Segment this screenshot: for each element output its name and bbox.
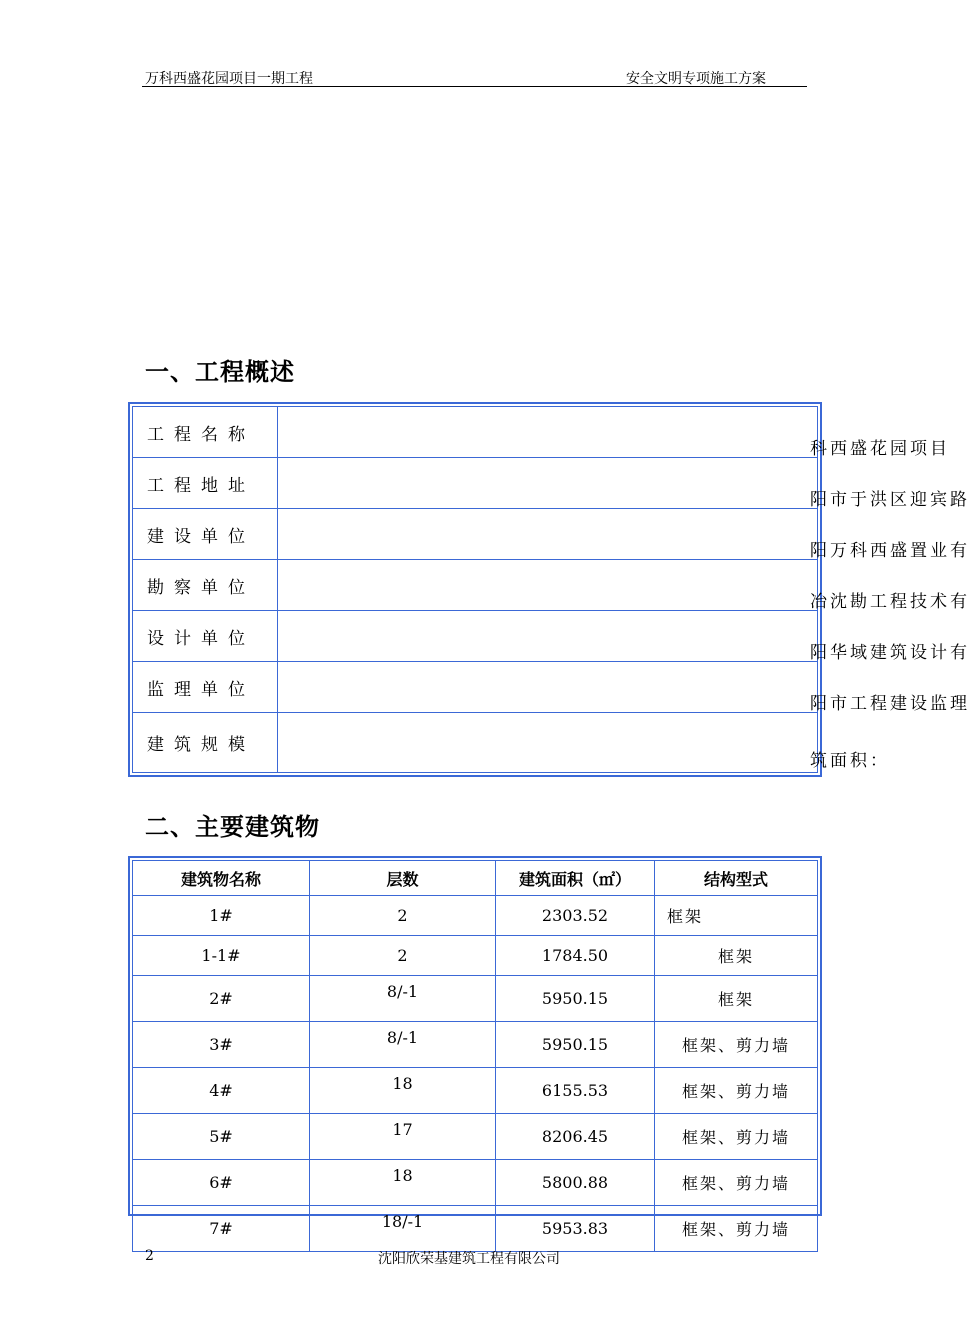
table-row	[133, 976, 818, 1022]
row-value-cell	[278, 662, 818, 713]
table-row	[133, 1160, 818, 1206]
area: 1784.50	[496, 936, 655, 976]
structure-type: 框架、剪力墙	[655, 1114, 818, 1160]
structure-type: 框架、剪力墙	[655, 1068, 818, 1114]
table-row	[133, 1022, 818, 1068]
row-value-cell	[278, 713, 818, 773]
row-value-cell	[278, 509, 818, 560]
area: 6155.53	[496, 1068, 655, 1114]
column-header: 建筑物名称	[133, 861, 310, 896]
floors: 8/-1	[310, 1022, 496, 1068]
area: 8206.45	[496, 1114, 655, 1160]
row-value-cell	[278, 560, 818, 611]
structure-type: 框架、剪力墙	[655, 1206, 818, 1252]
structure-type: 框架	[655, 936, 818, 976]
building-name: 1#	[133, 896, 310, 936]
area: 5953.83	[496, 1206, 655, 1252]
overflow-value: 筑面积：	[810, 751, 890, 771]
building-name: 4#	[133, 1068, 310, 1114]
building-name: 5#	[133, 1114, 310, 1160]
structure-type: 框架、剪力墙	[655, 1160, 818, 1206]
floors: 18	[310, 1068, 496, 1114]
overflow-value: 阳市工程建设监理	[810, 694, 970, 714]
row-label: 工程名称	[133, 407, 278, 458]
overflow-value: 冶沈勘工程技术有	[810, 592, 970, 612]
row-label: 建设单位	[133, 509, 278, 560]
building-name: 1-1#	[133, 936, 310, 976]
table-row	[133, 560, 818, 611]
table-row	[133, 936, 818, 976]
row-label: 建筑规模	[133, 713, 278, 773]
table-row	[133, 896, 818, 936]
table-row	[133, 407, 818, 458]
column-header: 建筑面积（㎡）	[496, 861, 655, 896]
floors: 18	[310, 1160, 496, 1206]
overflow-value: 阳市于洪区迎宾路	[810, 490, 970, 510]
area: 5950.15	[496, 976, 655, 1022]
table-row	[133, 713, 818, 773]
floors: 18/-1	[310, 1206, 496, 1252]
table-row	[133, 1068, 818, 1114]
building-name: 3#	[133, 1022, 310, 1068]
area: 2303.52	[496, 896, 655, 936]
row-value-cell	[278, 458, 818, 509]
overview-table	[128, 402, 822, 777]
header-right: 安全文明专项施工方案	[626, 71, 766, 87]
table-row	[133, 509, 818, 560]
floors: 2	[310, 936, 496, 976]
structure-type: 框架	[655, 976, 818, 1022]
row-value-cell	[278, 611, 818, 662]
page-number: 2	[145, 1248, 154, 1264]
table-row	[133, 458, 818, 509]
building-name: 2#	[133, 976, 310, 1022]
row-value-cell	[278, 407, 818, 458]
column-header: 结构型式	[655, 861, 818, 896]
floors: 17	[310, 1114, 496, 1160]
overflow-value: 科西盛花园项目	[810, 439, 950, 459]
row-label: 设计单位	[133, 611, 278, 662]
section2-title: 二、主要建筑物	[145, 813, 320, 841]
table-header-row	[133, 861, 818, 896]
area: 5950.15	[496, 1022, 655, 1068]
table-row	[133, 662, 818, 713]
overflow-value: 阳万科西盛置业有	[810, 541, 970, 561]
table-row	[133, 1206, 818, 1252]
buildings-table	[128, 856, 822, 1239]
row-label: 工程地址	[133, 458, 278, 509]
row-label: 勘察单位	[133, 560, 278, 611]
column-header: 层数	[310, 861, 496, 896]
building-name: 7#	[133, 1206, 310, 1252]
floors: 2	[310, 896, 496, 936]
header-left: 万科西盛花园项目一期工程	[145, 71, 313, 87]
section1-title: 一、工程概述	[145, 358, 295, 386]
table-row	[133, 1114, 818, 1160]
overflow-value: 阳华域建筑设计有	[810, 643, 970, 663]
floors: 8/-1	[310, 976, 496, 1022]
footer-company: 沈阳欣荣基建筑工程有限公司	[378, 1251, 560, 1267]
structure-type: 框架、剪力墙	[655, 1022, 818, 1068]
header-rule	[142, 86, 807, 87]
row-label: 监理单位	[133, 662, 278, 713]
building-name: 6#	[133, 1160, 310, 1206]
table-row	[133, 611, 818, 662]
area: 5800.88	[496, 1160, 655, 1206]
structure-type: 框架	[655, 896, 818, 936]
